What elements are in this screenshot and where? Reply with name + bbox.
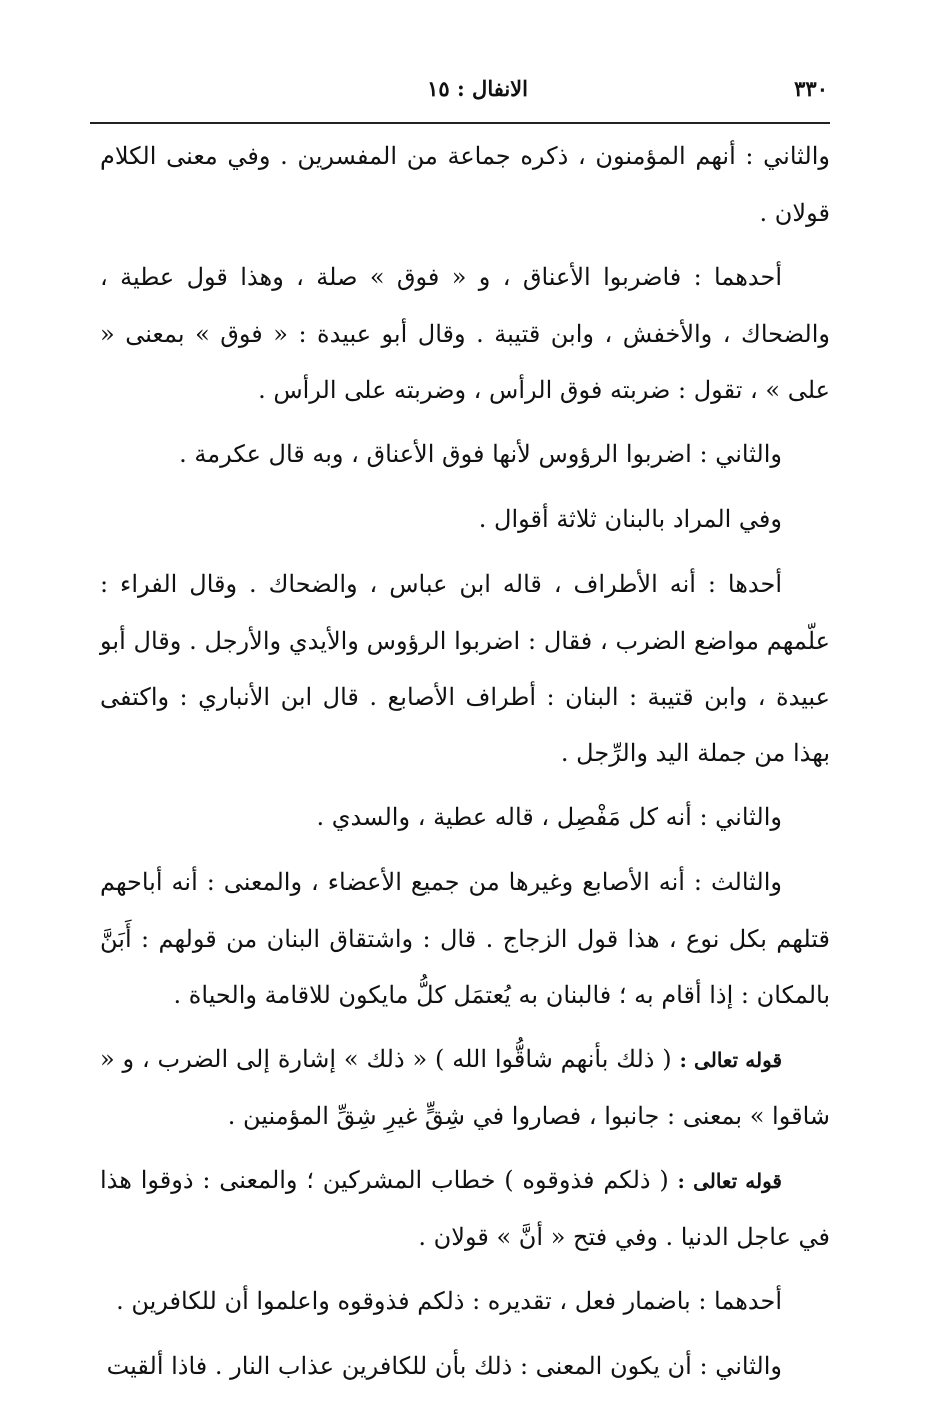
paragraph bbox=[100, 1273, 830, 1330]
running-title: الانفال : ١٥ bbox=[427, 76, 528, 101]
paragraph bbox=[100, 556, 830, 781]
paragraph-text: والثاني : اضربوا الرؤوس لأنها فوق الأعناق ، وبه قال عكرمة . bbox=[179, 440, 782, 468]
paragraph bbox=[100, 854, 830, 1023]
paragraph-text: ( ذلكم فذوقوه ) خطاب المشركين ؛ والمعنى : ذوقوا هذا في عاجل الدنيا . وفي فتح « أنَّ » قولان . bbox=[100, 1166, 830, 1251]
body-text bbox=[100, 128, 830, 1403]
paragraph-text: أحدهما : فاضربوا الأعناق ، و « فوق » صلة ، وهذا قول عطية ، والضحاك ، والأخفش ، وابن قتيبة . وقال أبو عبيدة : « فوق » بمعنى « على » ، تقول : ضربته فوق الرأس ، وضربته على الرأس . bbox=[100, 263, 830, 404]
paragraph bbox=[100, 426, 830, 483]
paragraph-text: والثالث : أنه الأصابع وغيرها من جميع الأعضاء ، والمعنى : أنه أباحهم قتلهم بكل نوع ، هذا قول الزجاج . قال : واشتقاق البنان من قولهم : أَبَنَّ بالمكان : إذا أقام به ؛ فالبنان به يُعتمَل كلُّ مايكون للاقامة والحياة . bbox=[100, 868, 831, 1009]
page-header bbox=[92, 70, 828, 110]
paragraph bbox=[100, 1152, 830, 1265]
paragraph-text: والثاني : أنهم المؤمنون ، ذكره جماعة من المفسرين . وفي معنى الكلام قولان . bbox=[100, 142, 830, 227]
paragraph bbox=[100, 491, 830, 548]
paragraph-lead: قوله تعالى : bbox=[677, 1169, 782, 1193]
paragraph bbox=[100, 789, 830, 846]
header-rule bbox=[90, 122, 830, 124]
paragraph bbox=[100, 249, 830, 418]
paragraph-text: ( ذلك بأنهم شاقُّوا الله ) « ذلك » إشارة إلى الضرب ، و « شاقوا » بمعنى : جانبوا ، فصاروا في شِقٍّ غيرِ شِقِّ المؤمنين . bbox=[100, 1045, 830, 1130]
paragraph-text: أحدهما : باضمار فعل ، تقديره : ذلكم فذوقوه واعلموا أن للكافرين . bbox=[116, 1287, 782, 1315]
page-number: ٣٣٠ bbox=[794, 76, 828, 101]
paragraph-lead: قوله تعالى : bbox=[679, 1048, 783, 1072]
paragraph bbox=[100, 128, 830, 241]
paragraph-text: وفي المراد بالبنان ثلاثة أقوال . bbox=[478, 505, 782, 533]
paragraph-text: أحدها : أنه الأطراف ، قاله ابن عباس ، والضحاك . وقال الفراء : علّمهم مواضع الضرب ، فقال : اضربوا الرؤوس والأيدي والأرجل . وقال أبو عبيدة ، وابن قتيبة : البنان : أطراف الأصابع . قال ابن الأنباري : واكتفى بهذا من جملة اليد والرِّجل . bbox=[100, 570, 830, 767]
paragraph bbox=[100, 1031, 830, 1144]
paragraph-text: والثاني : أنه كل مَفْصِل ، قاله عطية ، والسدي . bbox=[316, 803, 782, 831]
paragraph-text: والثاني : أن يكون المعنى : ذلك بأن للكافرين عذاب النار . فاذا ألقيت bbox=[106, 1352, 782, 1380]
paragraph bbox=[100, 1338, 830, 1395]
